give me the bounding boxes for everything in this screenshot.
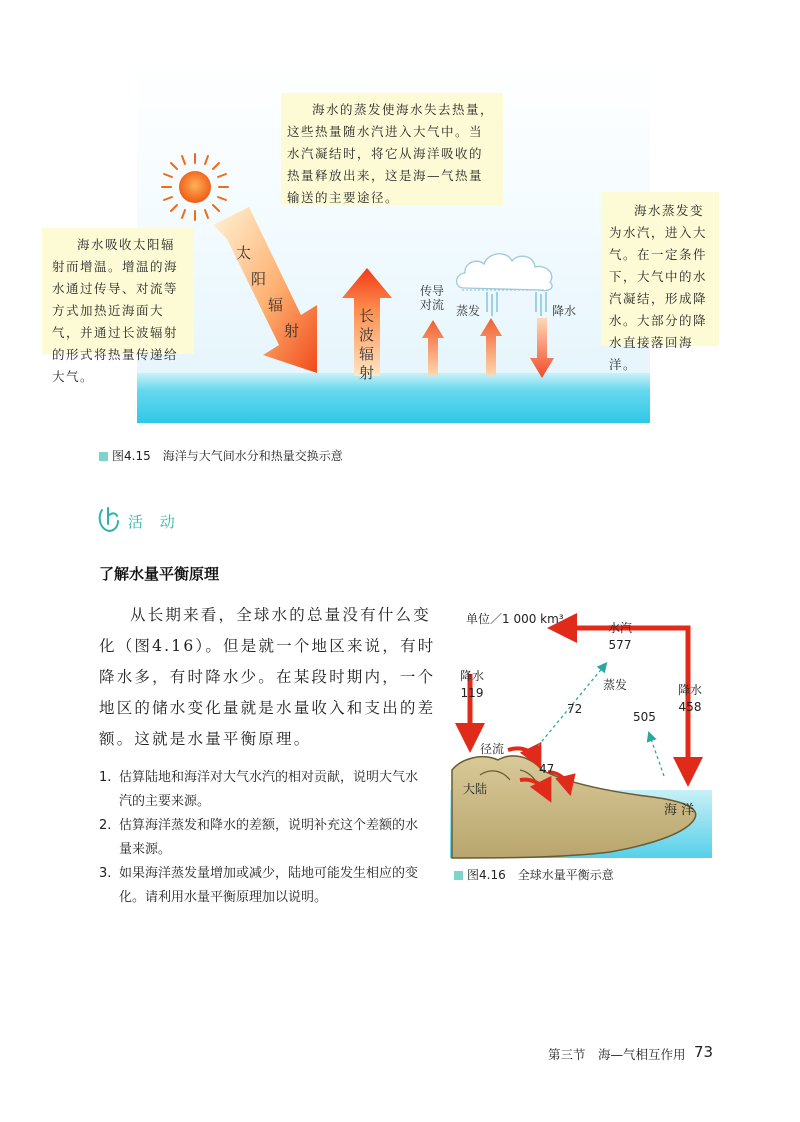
longwave-label-3: 辐: [359, 345, 375, 363]
ocean-precip-label: 降水: [678, 683, 703, 697]
fig416-ocean-evap: 505: [633, 710, 656, 724]
task-number: 1.: [99, 770, 112, 785]
note-water-cycle-text: 海水蒸发变为水汽，进入大气。在一定条件下，大气中的水汽凝结，形成降水。大部分的降水直接落回海洋。: [609, 203, 708, 372]
evaporation-label: 蒸发: [456, 304, 481, 318]
vapor-value: 577: [608, 638, 632, 652]
fig416-evap-label: 蒸发: [603, 678, 628, 692]
conduction-label: [420, 284, 444, 312]
solar-label-2: 阳: [251, 270, 267, 288]
fig416-ocean-label: 海 洋: [664, 803, 695, 818]
body-paragraph: [99, 600, 442, 755]
longwave-label-4: 射: [359, 364, 375, 382]
land-precip-label: 降水: [460, 669, 485, 683]
activity-icon: [96, 506, 122, 534]
figure-4-15-caption: [99, 447, 343, 464]
caption-marker-icon: [99, 452, 108, 461]
figure-4-16-caption-text: 图4.16 全球水量平衡示意: [467, 868, 614, 882]
fig416-runoff-label: 径流: [480, 742, 505, 756]
note-water-cycle: [601, 192, 719, 372]
evaporation-drops-icon: [484, 292, 500, 318]
precipitation-label: 降水: [552, 304, 577, 318]
task-number: 2.: [99, 818, 112, 833]
ocean-precip-value: 458: [678, 700, 702, 714]
task-item-2: [99, 814, 423, 862]
fig416-land-precip: [460, 668, 484, 702]
precipitation-arrow: [530, 318, 554, 378]
note-heat-absorption: [42, 228, 194, 384]
figure-4-15-caption-text: 图4.15 海洋与大气间水分和热量交换示意: [112, 449, 343, 463]
land-precip-value: 119: [460, 686, 484, 700]
task-item-3: [99, 862, 423, 910]
fig416-vapor: [608, 620, 632, 654]
fig416-runoff-value: 47: [539, 762, 555, 776]
footer-section: 第三节 海—气相互作用: [548, 1047, 686, 1062]
conduction-text: 传导: [420, 284, 445, 298]
cloud-icon: [452, 244, 562, 296]
task-item-1: [99, 766, 423, 814]
task-number: 3.: [99, 866, 112, 881]
task-text: 估算陆地和海洋对大气水汽的相对贡献，说明大气水汽的主要来源。: [119, 770, 419, 809]
note-heat-absorption-text: 海水吸收太阳辐射而增温。增温的海水通过传导、对流等方式加热近海面大气，并通过长波辐射的形式将热量传递给大气。: [52, 237, 179, 384]
figure-4-16-caption: [454, 866, 614, 883]
body-paragraph-text: 从长期来看，全球水的总量没有什么变化（图4.16）。但是就一个地区来说，有时降水多，有时降水少。在某段时期内，一个地区的储水变化量就是水量收入和支出的差额。这就是水量平衡原理。: [99, 606, 436, 748]
section-title: 了解水量平衡原理: [99, 565, 220, 583]
evaporation-arrow: [480, 318, 502, 376]
convection-text: 对流: [420, 298, 445, 312]
rain-drops-icon: [533, 292, 549, 318]
solar-label-3: 辐: [268, 296, 284, 314]
fig416-land-label: 大陆: [463, 782, 488, 796]
conduction-arrow: [422, 320, 444, 376]
figure-4-16-diagram: [450, 600, 715, 865]
task-text: 估算海洋蒸发和降水的差额，说明补充这个差额的水量来源。: [119, 818, 419, 857]
caption-marker-icon: [454, 871, 463, 880]
note-evaporation-heat: [281, 93, 503, 205]
task-list: [99, 766, 423, 910]
vapor-label: 水汽: [608, 621, 633, 635]
note-evaporation-heat-text: 海水的蒸发使海水失去热量，这些热量随水汽进入大气中。当水汽凝结时，将它从海洋吸收的热量释放出来，这是海—气热量输送的主要途径。: [287, 102, 495, 205]
solar-label-1: 太: [236, 244, 252, 262]
longwave-label-1: 长: [359, 307, 375, 325]
longwave-label-2: 波: [359, 326, 375, 344]
task-text: 如果海洋蒸发量增加或减少，陆地可能发生相应的变化。请利用水量平衡原理加以说明。: [119, 866, 419, 905]
fig416-unit: 单位／1 000 km³: [466, 612, 564, 626]
figure-4-15-sea: [137, 373, 650, 423]
fig416-ocean-precip: [678, 682, 702, 716]
solar-radiation-arrow: [205, 205, 335, 380]
solar-label-4: 射: [284, 322, 300, 340]
fig416-land-evap: 72: [567, 702, 583, 716]
activity-heading: 活 动: [128, 513, 181, 531]
page-number: 73: [694, 1043, 714, 1061]
